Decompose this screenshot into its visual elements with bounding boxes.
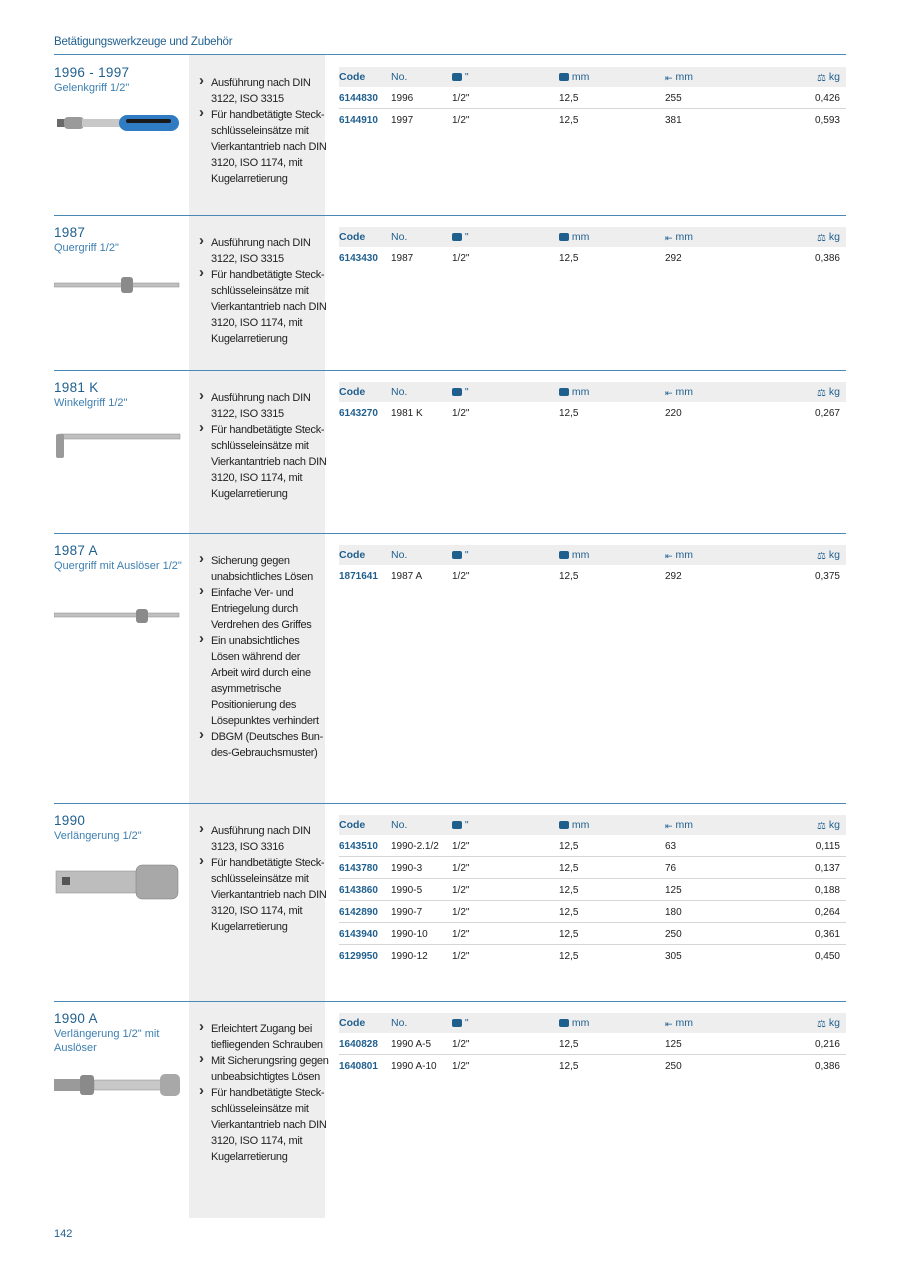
table-row xyxy=(339,1055,846,1077)
feature-list xyxy=(197,390,329,502)
table-row xyxy=(339,923,846,945)
header-length-label: mm xyxy=(675,71,693,83)
header-length-label: mm xyxy=(675,1017,693,1029)
scale-icon: ⚖ xyxy=(817,1019,826,1030)
header-weight-label: kg xyxy=(828,549,840,561)
cell-code: 6143510 xyxy=(339,841,378,852)
feature-list xyxy=(197,823,329,935)
tool-name: Quergriff mit Auslöser 1/2" xyxy=(54,560,182,572)
feature-item: › Ein unabsichtliches Lösen während der Arbeit wird durch eine asymmetrische Positionierung des Lösepunktes verhindert xyxy=(197,633,329,729)
header-code xyxy=(339,549,365,561)
header-code xyxy=(339,1017,365,1029)
header-weight-label: kg xyxy=(828,386,840,398)
table-header xyxy=(339,1013,846,1033)
header-weight xyxy=(817,71,840,84)
length-arrows-icon: ⇤ xyxy=(665,551,673,561)
table-header xyxy=(339,545,846,565)
scale-icon: ⚖ xyxy=(817,551,826,562)
cell-no: 1990-7 xyxy=(391,907,423,918)
feature-item: › Für handbetätigte Steck-schlüsseleinsätze mit Vierkantantrieb nach DIN 3120, ISO 1174, mit Kugelarretierung xyxy=(197,855,329,935)
square-drive-icon xyxy=(452,233,462,241)
cell-weight: 0,361 xyxy=(814,929,840,940)
table-row xyxy=(339,857,846,879)
header-no xyxy=(391,71,407,83)
cell-inch: 1/2" xyxy=(452,93,470,104)
cell-mm: 12,5 xyxy=(559,929,579,940)
header-code xyxy=(339,386,365,398)
cell-length: 250 xyxy=(665,1061,682,1072)
cell-inch: 1/2" xyxy=(452,863,470,874)
cell-code: 6144830 xyxy=(339,93,378,104)
table-header xyxy=(339,67,846,87)
tool-image-verlaengerung xyxy=(54,863,184,908)
feature-item: › Für handbetätigte Steck-schlüsseleinsätze mit Vierkantantrieb nach DIN 3120, ISO 1174, mit Kugelarretierung xyxy=(197,107,329,187)
header-weight xyxy=(817,386,840,399)
cell-mm: 12,5 xyxy=(559,841,579,852)
length-arrows-icon: ⇤ xyxy=(665,73,673,83)
tool-image-quergriff-ausloeser xyxy=(54,605,184,634)
cell-code: 6143940 xyxy=(339,929,378,940)
header-no xyxy=(391,231,407,243)
header-mm xyxy=(559,819,589,831)
feature-item: › Für handbetätigte Steck-schlüsseleinsätze mit Vierkantantrieb nach DIN 3120, ISO 1174, mit Kugelarretierung xyxy=(197,1085,329,1165)
header-no-label: No. xyxy=(391,549,408,561)
cell-length: 180 xyxy=(665,907,682,918)
cell-mm: 12,5 xyxy=(559,571,579,582)
header-mm-label: mm xyxy=(571,549,590,561)
cell-no: 1990-12 xyxy=(391,951,428,962)
header-weight-label: kg xyxy=(828,1017,840,1029)
cell-weight: 0,267 xyxy=(814,408,840,419)
header-inch xyxy=(452,71,469,83)
header-mm-label: mm xyxy=(571,231,590,243)
scale-icon: ⚖ xyxy=(817,821,826,832)
feature-item: › Einfache Ver- und Entriegelung durch Verdrehen des Griffes xyxy=(197,585,329,633)
header-length-label: mm xyxy=(675,231,693,243)
cell-mm: 12,5 xyxy=(559,907,579,918)
product-table xyxy=(339,1013,846,1077)
square-drive-icon xyxy=(452,821,462,829)
square-drive-icon xyxy=(559,1019,569,1027)
cell-inch: 1/2" xyxy=(452,408,470,419)
feature-item: › Ausführung nach DIN 3122, ISO 3315 xyxy=(197,390,329,422)
cell-code: 6143270 xyxy=(339,408,378,419)
cell-length: 250 xyxy=(665,929,682,940)
square-drive-icon xyxy=(559,388,569,396)
cell-length: 292 xyxy=(665,253,682,264)
header-inch xyxy=(452,386,469,398)
feature-item: › Sicherung gegen unabsichtliches Lösen xyxy=(197,553,329,585)
scale-icon: ⚖ xyxy=(817,73,826,84)
length-arrows-icon: ⇤ xyxy=(665,821,673,831)
header-code-label: Code xyxy=(339,386,366,398)
cell-weight: 0,264 xyxy=(814,907,840,918)
header-inch-label: " xyxy=(464,71,469,83)
scale-icon: ⚖ xyxy=(817,233,826,244)
table-row xyxy=(339,945,846,967)
cell-length: 63 xyxy=(665,841,677,852)
cell-code: 6143780 xyxy=(339,863,378,874)
header-code xyxy=(339,71,365,83)
table-row xyxy=(339,402,846,424)
header-no-label: No. xyxy=(391,71,408,83)
tool-name: Verlängerung 1/2" xyxy=(54,830,142,842)
cell-length: 381 xyxy=(665,115,682,126)
header-weight xyxy=(817,549,840,562)
cell-weight: 0,137 xyxy=(814,863,840,874)
header-no-label: No. xyxy=(391,1017,408,1029)
cell-inch: 1/2" xyxy=(452,115,470,126)
header-code-label: Code xyxy=(339,231,366,243)
cell-mm: 12,5 xyxy=(559,115,579,126)
header-mm xyxy=(559,231,589,243)
cell-code: 1640828 xyxy=(339,1039,378,1050)
header-length xyxy=(665,1017,693,1030)
cell-weight: 0,593 xyxy=(814,115,840,126)
product-table xyxy=(339,227,846,269)
length-arrows-icon: ⇤ xyxy=(665,388,673,398)
header-no-label: No. xyxy=(391,231,408,243)
cell-code: 6143430 xyxy=(339,253,378,264)
header-length-label: mm xyxy=(675,386,693,398)
length-arrows-icon: ⇤ xyxy=(665,233,673,243)
cell-code: 1871641 xyxy=(339,571,378,582)
cell-inch: 1/2" xyxy=(452,885,470,896)
feature-item: › Ausführung nach DIN 3123, ISO 3316 xyxy=(197,823,329,855)
header-code-label: Code xyxy=(339,549,366,561)
feature-item: › Für handbetätigte Steck-schlüsseleinsätze mit Vierkantantrieb nach DIN 3120, ISO 1174, mit Kugelarretierung xyxy=(197,422,329,502)
cell-no: 1990 A-10 xyxy=(391,1061,437,1072)
table-row xyxy=(339,901,846,923)
feature-item: › Ausführung nach DIN 3122, ISO 3315 xyxy=(197,75,329,107)
cell-no: 1990-2.1/2 xyxy=(391,841,439,852)
header-weight-label: kg xyxy=(828,71,840,83)
cell-weight: 0,450 xyxy=(814,951,840,962)
header-weight-label: kg xyxy=(828,819,840,831)
header-divider xyxy=(54,54,846,55)
page-number: 142 xyxy=(54,1228,73,1240)
tool-name: Quergriff 1/2" xyxy=(54,242,119,254)
cell-inch: 1/2" xyxy=(452,841,470,852)
header-code-label: Code xyxy=(339,819,366,831)
header-mm xyxy=(559,71,589,83)
header-mm xyxy=(559,549,589,561)
cell-weight: 0,375 xyxy=(814,571,840,582)
cell-mm: 12,5 xyxy=(559,253,579,264)
tool-name: Winkelgriff 1/2" xyxy=(54,397,128,409)
cell-no: 1990-3 xyxy=(391,863,423,874)
table-row xyxy=(339,565,846,587)
cell-inch: 1/2" xyxy=(452,907,470,918)
header-mm-label: mm xyxy=(571,386,590,398)
cell-mm: 12,5 xyxy=(559,1061,579,1072)
cell-weight: 0,188 xyxy=(814,885,840,896)
cell-weight: 0,386 xyxy=(814,1061,840,1072)
header-no xyxy=(391,549,407,561)
cell-no: 1990-5 xyxy=(391,885,423,896)
header-mm-label: mm xyxy=(571,819,590,831)
table-header xyxy=(339,815,846,835)
header-no-label: No. xyxy=(391,819,408,831)
feature-list xyxy=(197,1021,329,1165)
header-length xyxy=(665,231,693,244)
square-drive-icon xyxy=(559,821,569,829)
cell-inch: 1/2" xyxy=(452,929,470,940)
cell-no: 1981 K xyxy=(391,408,423,419)
scale-icon: ⚖ xyxy=(817,388,826,399)
square-drive-icon xyxy=(452,551,462,559)
header-inch xyxy=(452,1017,469,1029)
product-table xyxy=(339,545,846,587)
table-row xyxy=(339,1033,846,1055)
tool-image-quergriff xyxy=(54,273,184,302)
product-table xyxy=(339,815,846,967)
cell-length: 125 xyxy=(665,885,682,896)
header-inch-label: " xyxy=(464,549,469,561)
header-inch xyxy=(452,231,469,243)
cell-code: 6143860 xyxy=(339,885,378,896)
cell-inch: 1/2" xyxy=(452,253,470,264)
cell-code: 6142890 xyxy=(339,907,378,918)
cell-no: 1996 xyxy=(391,93,414,104)
header-inch-label: " xyxy=(464,1017,469,1029)
cell-mm: 12,5 xyxy=(559,863,579,874)
tool-image-gelenkgriff xyxy=(54,111,184,140)
header-code xyxy=(339,231,365,243)
table-row xyxy=(339,87,846,109)
table-header xyxy=(339,382,846,402)
header-length xyxy=(665,819,693,832)
cell-mm: 12,5 xyxy=(559,885,579,896)
cell-length: 220 xyxy=(665,408,682,419)
header-code xyxy=(339,819,365,831)
cell-mm: 12,5 xyxy=(559,408,579,419)
cell-length: 125 xyxy=(665,1039,682,1050)
square-drive-icon xyxy=(559,233,569,241)
cell-mm: 12,5 xyxy=(559,93,579,104)
tool-number: 1996 - 1997 xyxy=(54,65,130,80)
cell-code: 1640801 xyxy=(339,1061,378,1072)
cell-no: 1987 A xyxy=(391,571,423,582)
table-row xyxy=(339,109,846,131)
cell-mm: 12,5 xyxy=(559,951,579,962)
tool-number: 1987 A xyxy=(54,543,98,558)
header-code-label: Code xyxy=(339,1017,366,1029)
header-weight-label: kg xyxy=(828,231,840,243)
table-row xyxy=(339,879,846,901)
tool-number: 1981 K xyxy=(54,380,99,395)
header-inch-label: " xyxy=(464,231,469,243)
page-header-title: Betätigungswerkzeuge und Zubehör xyxy=(54,36,233,48)
tool-image-winkelgriff xyxy=(54,430,184,469)
cell-weight: 0,216 xyxy=(814,1039,840,1050)
cell-length: 76 xyxy=(665,863,677,874)
header-mm xyxy=(559,386,589,398)
header-no xyxy=(391,386,407,398)
header-length xyxy=(665,71,693,84)
cell-no: 1997 xyxy=(391,115,414,126)
header-inch-label: " xyxy=(464,386,469,398)
table-header xyxy=(339,227,846,247)
tool-number: 1987 xyxy=(54,225,86,240)
header-length xyxy=(665,386,693,399)
square-drive-icon xyxy=(452,388,462,396)
length-arrows-icon: ⇤ xyxy=(665,1019,673,1029)
cell-weight: 0,426 xyxy=(814,93,840,104)
header-length-label: mm xyxy=(675,549,693,561)
header-no xyxy=(391,819,407,831)
table-row xyxy=(339,247,846,269)
header-length xyxy=(665,549,693,562)
header-inch-label: " xyxy=(464,819,469,831)
header-mm-label: mm xyxy=(571,71,590,83)
feature-item: › Erleichtert Zugang bei tiefliegenden Schrauben xyxy=(197,1021,329,1053)
cell-no: 1987 xyxy=(391,253,414,264)
table-row xyxy=(339,835,846,857)
feature-list xyxy=(197,75,329,187)
header-weight xyxy=(817,1017,840,1030)
tool-number: 1990 A xyxy=(54,1011,98,1026)
product-table xyxy=(339,67,846,131)
header-inch xyxy=(452,819,469,831)
cell-length: 305 xyxy=(665,951,682,962)
cell-inch: 1/2" xyxy=(452,1061,470,1072)
header-weight xyxy=(817,231,840,244)
feature-list xyxy=(197,235,329,347)
cell-code: 6129950 xyxy=(339,951,378,962)
square-drive-icon xyxy=(559,551,569,559)
header-mm xyxy=(559,1017,589,1029)
cell-weight: 0,115 xyxy=(815,841,840,852)
feature-item: › DBGM (Deutsches Bun-des-Gebrauchsmuster) xyxy=(197,729,329,761)
tool-number: 1990 xyxy=(54,813,86,828)
header-weight xyxy=(817,819,840,832)
cell-code: 6144910 xyxy=(339,115,378,126)
header-no-label: No. xyxy=(391,386,408,398)
feature-list xyxy=(197,553,329,761)
product-table xyxy=(339,382,846,424)
header-no xyxy=(391,1017,407,1029)
cell-inch: 1/2" xyxy=(452,951,470,962)
cell-inch: 1/2" xyxy=(452,571,470,582)
feature-item: › Mit Sicherungsring gegen unbeabsichtigtes Lösen xyxy=(197,1053,329,1085)
header-inch xyxy=(452,549,469,561)
tool-name: Gelenkgriff 1/2" xyxy=(54,82,130,94)
square-drive-icon xyxy=(452,1019,462,1027)
feature-item: › Ausführung nach DIN 3122, ISO 3315 xyxy=(197,235,329,267)
cell-length: 255 xyxy=(665,93,682,104)
tool-image-verlaengerung-ausloeser xyxy=(54,1071,184,1106)
tool-name: Verlängerung 1/2" mit Auslöser xyxy=(54,1028,160,1054)
cell-weight: 0,386 xyxy=(814,253,840,264)
cell-length: 292 xyxy=(665,571,682,582)
cell-no: 1990-10 xyxy=(391,929,428,940)
header-length-label: mm xyxy=(675,819,693,831)
feature-item: › Für handbetätigte Steck-schlüsseleinsätze mit Vierkantantrieb nach DIN 3120, ISO 1174, mit Kugelarretierung xyxy=(197,267,329,347)
square-drive-icon xyxy=(559,73,569,81)
cell-no: 1990 A-5 xyxy=(391,1039,432,1050)
cell-inch: 1/2" xyxy=(452,1039,470,1050)
header-code-label: Code xyxy=(339,71,366,83)
cell-mm: 12,5 xyxy=(559,1039,579,1050)
header-mm-label: mm xyxy=(571,1017,590,1029)
square-drive-icon xyxy=(452,73,462,81)
